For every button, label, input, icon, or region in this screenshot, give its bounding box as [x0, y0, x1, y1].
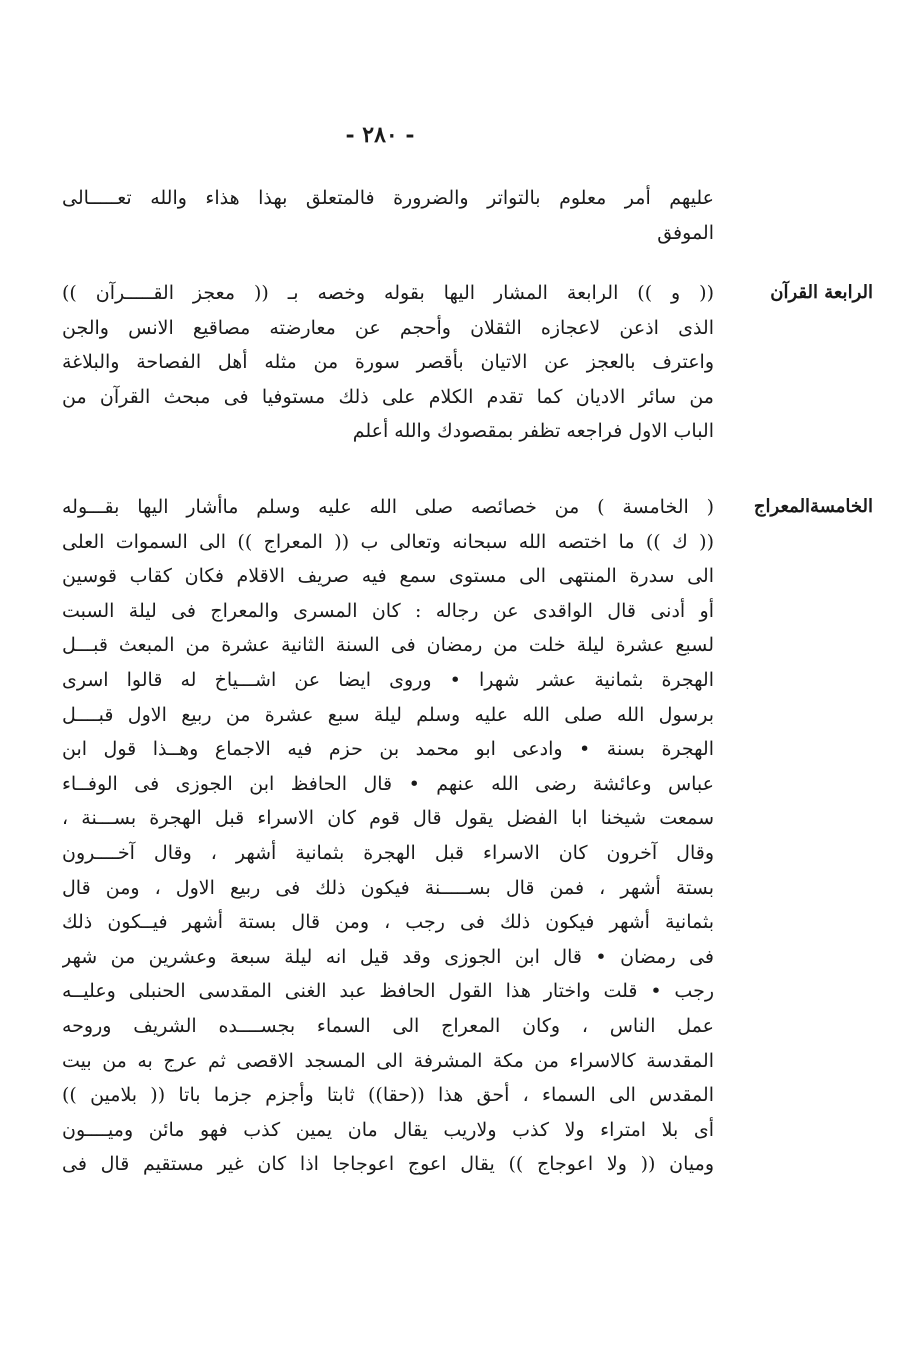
text-line: المقدسة كالاسراء من مكة المشرفة الى المسجد الاقصى ثم عرج به من بيت: [62, 1049, 714, 1072]
text-line: رجب • قلت واختار هذا القول الحافظ عبد الغنى المقدسى الحنبلى وعليــه: [62, 980, 714, 1003]
text-line: برسول الله صلى الله عليه وسلم ليلة سبع عشرة من ربيع الاول قبــــل: [62, 703, 714, 726]
text-line: بستة أشهر ، فمن قال بســـــنة فيكون ذلك فى ربيع الاول ، ومن قال: [62, 876, 714, 899]
text-line: المقدس الى السماء ، أحق هذا ((حقا)) ثابتا وأجزم جزما باتا (( بلامين )): [62, 1084, 714, 1107]
text-line: (( و )) الرابعة المشار اليها بقوله وخصه بـ (( معجز القـــــرآن )): [62, 282, 714, 304]
text-line: وميان (( ولا اعوجاج )) يقال اعوج اعوجاجا اذا كان غير مستقيم قال فى: [62, 1153, 714, 1176]
text-line: من سائر الاديان كما تقدم الكلام على ذلك مستوفيا فى مبحث القرآن من: [62, 385, 714, 408]
text-line: ( الخامسة ) من خصائصه صلى الله عليه وسلم ماأشار اليها بقـــوله: [62, 496, 714, 518]
text-line: الذى اذعن لاعجازه الثقلان وأحجم عن معارضته مصاقيع الانس والجن: [62, 316, 714, 339]
text-line: سمعت شيخنا ابا الفضل يقول قال قوم كان الاسراء قبل الهجرة بســـنة ،: [62, 807, 714, 830]
text-line: واعترف بالعجز عن الاتيان بأقصر سورة من مثله أهل الفصاحة والبلاغة: [62, 351, 714, 374]
margin-heading-quran: الرابعة القرآن: [770, 282, 873, 303]
text-line: لسبع عشرة ليلة خلت من رمضان فى السنة الثانية عشرة من المبعث قبـــل: [62, 634, 714, 657]
text-line: عمل الناس ، وكان المعراج الى السماء بجســــده الشريف وروحه: [62, 1014, 714, 1037]
text-line: الهجرة بثمانية عشر شهرا • وروى ايضا عن اشـــياخ له قالوا اسرى: [62, 668, 714, 691]
text-line: أى بلا امتراء ولا كذب ولاريب يقال مان يمين كذب فهو مائن وميــــون: [62, 1118, 714, 1141]
paragraph-quran: [62, 276, 714, 449]
text-line: (( ك )) ما اختصه الله سبحانه وتعالى ب (( المعراج )) الى السموات العلى: [62, 530, 714, 553]
text-line: الباب الاول فراجعه تظفر بمقصودك والله أعلم: [352, 420, 714, 443]
paragraph-continuation: [62, 181, 714, 250]
page-number: - ٢٨٠ -: [345, 122, 415, 148]
text-line: عليهم أمر معلوم بالتواتر والضرورة فالمتعلق بهذا هذاء والله تعـــــالى: [62, 187, 714, 209]
paragraph-miraj: [62, 490, 714, 1182]
text-line: وقال آخرون كان الاسراء قبل الهجرة بثمانية أشهر ، وقال آخــــرون: [62, 841, 714, 864]
text-line: بثمانية أشهر فيكون ذلك فى رجب ، ومن قال بستة أشهر فيــكون ذلك: [62, 911, 714, 934]
text-line: الموفق: [657, 221, 714, 244]
text-line: الهجرة بسنة • وادعى ابو محمد بن حزم فيه الاجماع وهــذا قول ابن: [62, 738, 714, 761]
text-line: أو أدنى قال الواقدى عن رجاله : كان المسرى والمعراج فى ليلة السبت: [62, 599, 714, 622]
text-line: عباس وعائشة رضى الله عنهم • قال الحافظ ابن الجوزى فى الوفــاء: [62, 772, 714, 795]
margin-heading-miraj: الخامسةالمعراج: [753, 496, 873, 517]
text-line: الى سدرة المنتهى الى مستوى سمع فيه صريف الاقلام فكان كقاب قوسين: [62, 565, 714, 588]
text-line: فى رمضان • قال ابن الجوزى وقد قيل انه ليلة سبعة وعشرين من شهر: [62, 945, 714, 968]
